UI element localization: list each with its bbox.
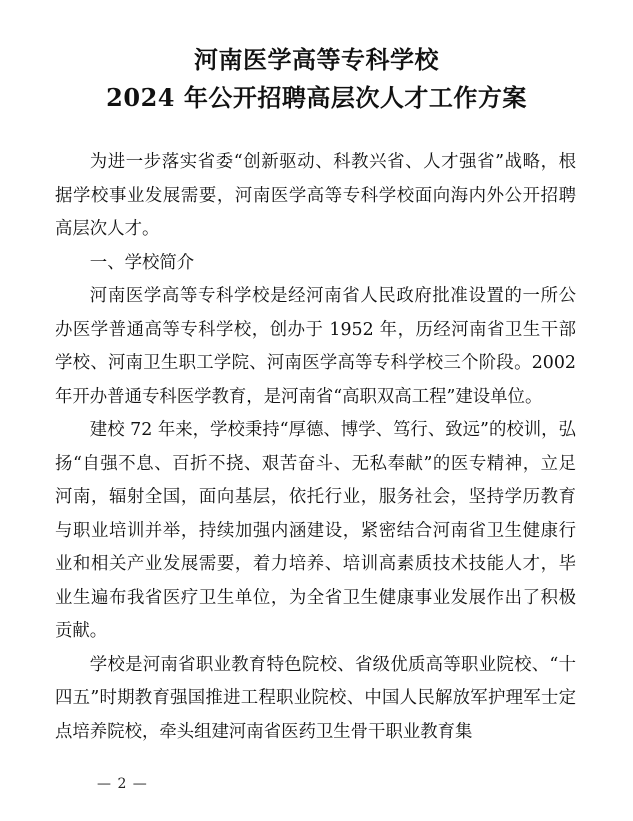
document-body [55,146,576,749]
intro-paragraph: 为进一步落实省委“创新驱动、科教兴省、人才强省”战略，根据学校事业发展需要，河南医学高等专科学校面向海内外公开招聘高层次人才。 [55,152,576,239]
document-title-line1: 河南医学高等专科学校 [194,45,439,74]
body-paragraph: 学校是河南省职业教育特色院校、省级优质高等职业院校、“十四五”时期教育强国推进工程职业院校、中国人民解放军护理军士定点培养院校，牵头组建河南省医药卫生骨干职业教育集 [55,654,576,742]
document-title-line2: 2024 年公开招聘高层次人才工作方案 [106,83,527,112]
body-paragraph: 河南医学高等专科学校是经河南省人民政府批准设置的一所公办医学普通高等专科学校，创办于 1952 年，历经河南省卫生干部学校、河南卫生职工学院、河南医学高等专科学校三个阶段。2002 年开办普通专科医学教育，是河南省“高职双高工程”建设单位。 [55,286,576,407]
body-paragraph: 建校 72 年来，学校秉持“厚德、博学、笃行、致远”的校训，弘扬“自强不息、百折不挠、艰苦奋斗、无私奉献”的医专精神，立足河南，辐射全国，面向基层，依托行业，服务社会，坚持学历教育与职业培训并举，持续加强内涵建设，紧密结合河南省卫生健康行业和相关产业发展需要，着力培养、培训高素质技术技能人才，毕业生遍布我省医疗卫生单位，为全省卫生健康事业发展作出了积极贡献。 [55,420,576,641]
page-number: — 2 — [97,776,148,792]
section-heading: 一、学校简介 [89,252,195,273]
